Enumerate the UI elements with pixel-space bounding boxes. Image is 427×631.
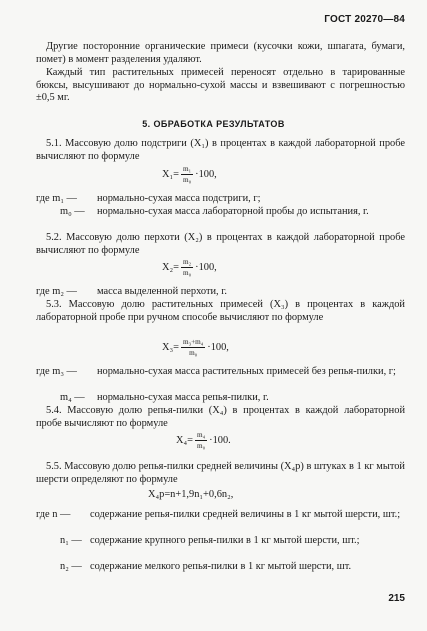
- definition-n1-text: содержание крупного репья-пилки в 1 кг мытой шерсти, шт.;: [90, 535, 360, 546]
- paragraph-5-2: 5.2. Массовую долю перхоти (X₂) в процентах в каждой лабораторной пробе вычисляют по формуле: [36, 232, 405, 256]
- definition-n2: [36, 561, 405, 587]
- definition-m4-text: нормально-сухая масса репья-пилки, г.: [97, 392, 269, 403]
- definition-n2-symbol: n₂ —: [60, 561, 82, 572]
- formula-3-rhs: ·100,: [207, 341, 229, 353]
- definition-n-symbol: где n —: [36, 509, 71, 520]
- definition-n2-text: содержание мелкого репья-пилки в 1 кг мытой шерсти, шт.: [90, 561, 352, 572]
- paragraph-intro-1: Другие посторонние органические примеси (кусочки кожи, шпагата, бумаги, помет) в момент разделения удаляют.: [36, 41, 405, 65]
- formula-2-numerator: m₂: [183, 258, 192, 266]
- paragraph-5-1: 5.1. Массовую долю подстриги (X₁) в процентах в каждой лабораторной пробе вычисляют по формуле: [36, 138, 405, 162]
- formula-4: [176, 431, 231, 450]
- formula-2-denominator: m₀: [183, 269, 192, 277]
- formula-4-rhs: ·100.: [209, 434, 231, 446]
- formula-4-denominator: m₀: [197, 442, 206, 450]
- definition-m0: [36, 206, 405, 232]
- definition-m2-text: масса выделенной перхоти, г.: [97, 286, 227, 297]
- definition-m0-text: нормально-сухая масса лабораторной пробы до испытания, г.: [97, 206, 369, 217]
- paragraph-5-5: 5.5. Массовую долю репья-пилки средней величины (X₄р) в штуках в 1 кг мытой шерсти определяют по формуле: [36, 461, 405, 485]
- definition-m2-symbol: где m₂ —: [36, 286, 77, 297]
- formula-1-rhs: ·100,: [195, 168, 217, 180]
- definition-n: [36, 509, 405, 535]
- definition-m4-symbol: m₄ —: [60, 392, 85, 403]
- formula-1-lhs: X₁=: [162, 168, 179, 180]
- definition-n1: [36, 535, 405, 561]
- page-number: 215: [388, 593, 405, 604]
- formula-4-lhs: X₄=: [176, 434, 193, 446]
- formula-2-rhs: ·100,: [195, 261, 217, 273]
- definition-m3-symbol: где m₃ —: [36, 366, 77, 377]
- paragraph-5-4: 5.4. Массовую долю репья-пилки (X₄) в процентах в каждой лабораторной пробе вычисляют по формуле: [36, 405, 405, 429]
- definition-n1-symbol: n₁ —: [60, 535, 82, 546]
- definition-m3-text: нормально-сухая масса растительных примесей без репья-пилки, г;: [97, 366, 396, 377]
- definition-m1-symbol: где m₁ —: [36, 193, 77, 204]
- formula-4-numerator: m₄: [197, 431, 206, 439]
- formula-1: [162, 165, 217, 184]
- formula-3-denominator: m₀: [189, 349, 198, 357]
- definition-m1-text: нормально-сухая масса подстриги, г;: [97, 193, 261, 204]
- formula-2-lhs: X₂=: [162, 261, 179, 273]
- definition-m4: [36, 392, 405, 405]
- definition-n-text: содержание репья-пилки средней величины в 1 кг мытой шерсти, шт.;: [90, 509, 401, 520]
- paragraph-5-3: 5.3. Массовую долю растительных примесей (X₃) в процентах в каждой лабораторной пробе при ручном способе вычисляют по формуле: [36, 299, 405, 323]
- formula-1-numerator: m₁: [183, 165, 192, 173]
- formula-3-numerator: m₃+m₄: [183, 338, 204, 346]
- formula-2: [162, 258, 217, 277]
- definition-m2: [36, 286, 405, 299]
- standard-header: ГОСТ 20270—84: [324, 14, 405, 25]
- formula-3-lhs: X₃=: [162, 341, 179, 353]
- formula-5: X₄р=n+1,9n₁+0,6n₂,: [148, 489, 234, 500]
- paragraph-intro-2: Каждый тип растительных примесей переносят отдельно в тарированные бюксы, высушивают до нормально-сухой массы и взвешивают с погрешностью ±0,5 мг.: [36, 67, 405, 104]
- definition-m3: [36, 366, 405, 392]
- section-title: 5. ОБРАБОТКА РЕЗУЛЬТАТОВ: [142, 119, 285, 129]
- definition-m0-symbol: m₀ —: [60, 206, 85, 217]
- definition-m1: [36, 193, 405, 206]
- formula-1-denominator: m₀: [183, 176, 192, 184]
- formula-3: [162, 338, 229, 357]
